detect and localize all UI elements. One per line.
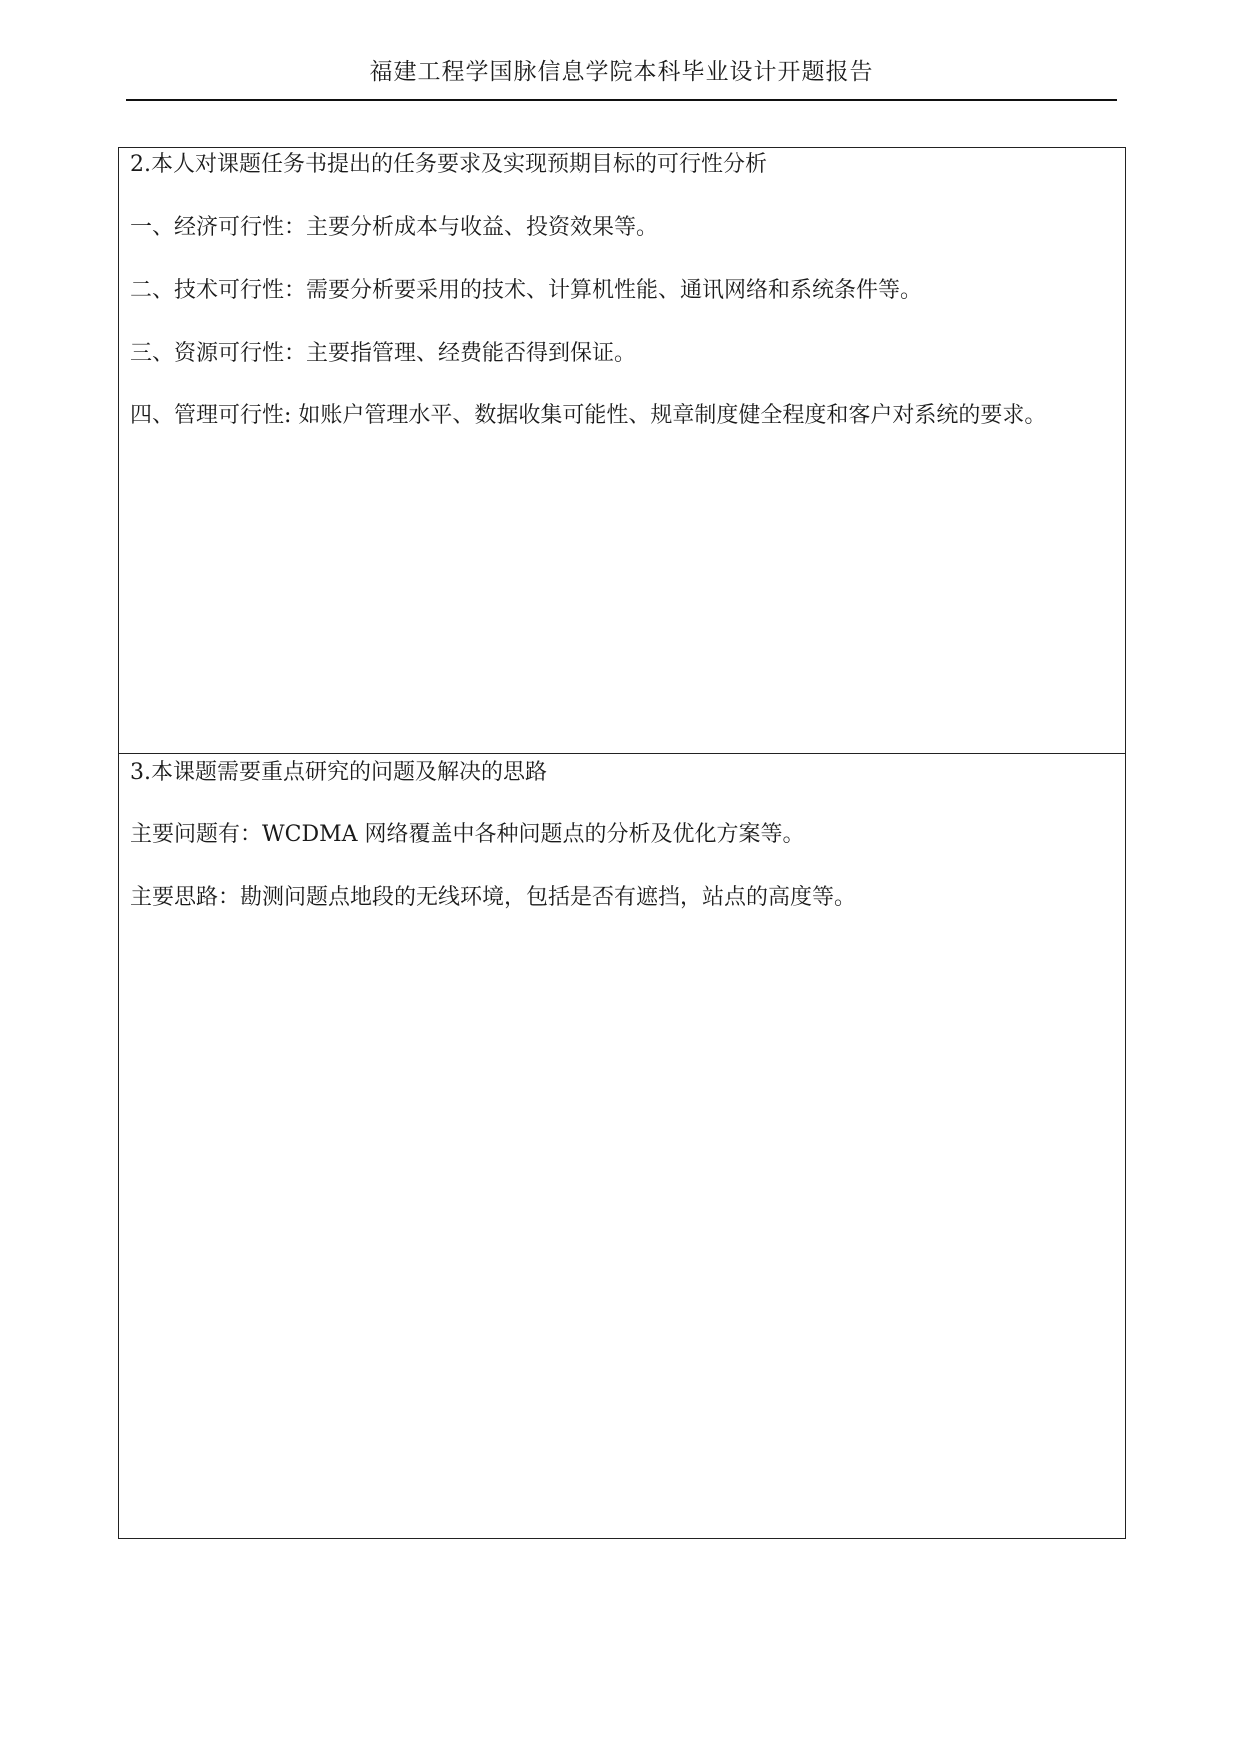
report-form-table (118, 147, 1126, 1539)
feasibility-section-title: 2.本人对课题任务书提出的任务要求及实现预期目标的可行性分析 (130, 152, 767, 177)
key-problems-section (119, 754, 1125, 1538)
header-divider (126, 99, 1117, 101)
management-feasibility-paragraph: 四、管理可行性: 如账户管理水平、数据收集可能性、规章制度健全程度和客户对系统的要求。 (130, 403, 1047, 428)
key-problems-section-title: 3.本课题需要重点研究的问题及解决的思路 (130, 760, 547, 785)
economic-feasibility-paragraph: 一、经济可行性：主要分析成本与收益、投资效果等。 (130, 215, 659, 240)
main-problems-paragraph: 主要问题有：WCDMA 网络覆盖中各种问题点的分析及优化方案等。 (130, 822, 805, 847)
resource-feasibility-paragraph: 三、资源可行性：主要指管理、经费能否得到保证。 (130, 341, 637, 366)
feasibility-analysis-section (119, 148, 1125, 754)
technical-feasibility-paragraph: 二、技术可行性：需要分析要采用的技术、计算机性能、通讯网络和系统条件等。 (130, 278, 923, 303)
main-approach-paragraph: 主要思路：勘测问题点地段的无线环境，包括是否有遮挡，站点的高度等。 (130, 885, 857, 910)
page-header-title: 福建工程学国脉信息学院本科毕业设计开题报告 (369, 59, 874, 85)
